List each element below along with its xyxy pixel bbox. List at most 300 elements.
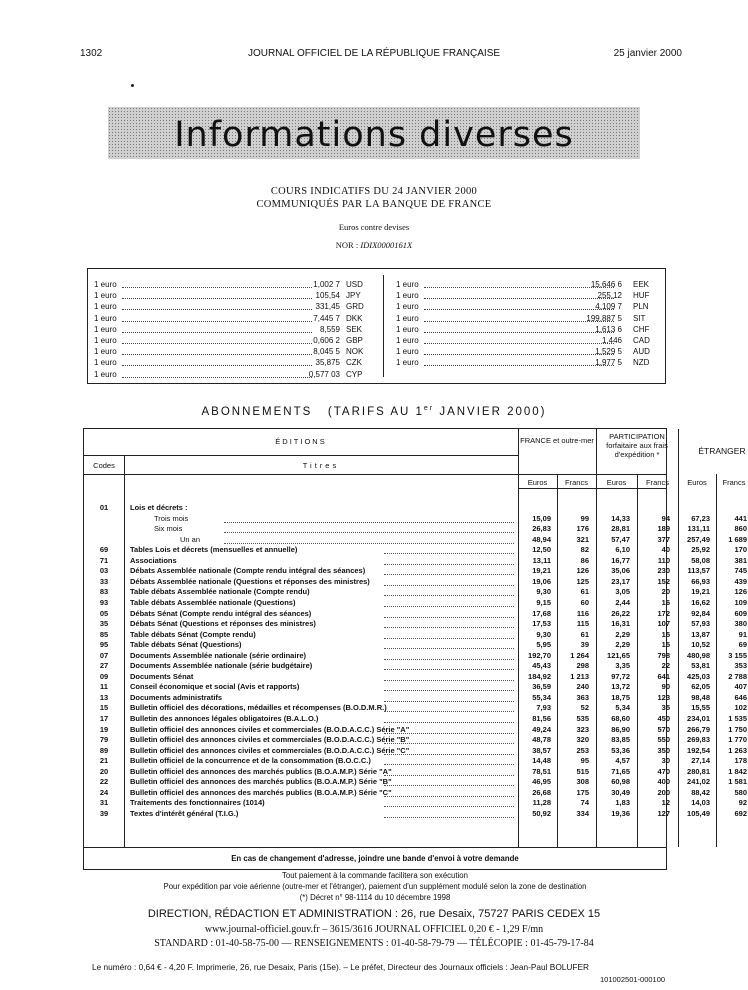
rate-value: 1,446	[601, 335, 622, 345]
rate-currency-code: NZD	[633, 358, 650, 368]
row-title: Débats Assemblée nationale (Compte rendu intégral des séances)	[130, 566, 366, 576]
cours-title-2: COMMUNIQUÉS PAR LA BANQUE DE FRANCE	[256, 199, 492, 210]
price-cell-ff: 116	[576, 608, 589, 618]
rate-currency-code: CZK	[346, 358, 362, 368]
exchange-rates-box	[87, 268, 666, 384]
price-cell-fe: 5,95	[536, 640, 551, 650]
row-title: Documents Assemblée nationale (série ordinaire)	[130, 650, 307, 660]
price-cell-pf: 570	[657, 724, 670, 734]
phone-line: STANDARD : 01-40-58-75-00 — RENSEIGNEMENTS : 01-40-58-79-79 — TÉLÉCOPIE : 01-45-79-17-84	[154, 938, 594, 949]
leader-dots	[224, 522, 514, 523]
table-row	[84, 513, 747, 525]
page-number: 1302	[80, 48, 103, 59]
row-code: 22	[99, 777, 109, 787]
price-cell-ff: 298	[576, 661, 589, 671]
table-row	[84, 566, 747, 577]
price-cell-pf: 798	[657, 650, 670, 660]
row-title: Un an	[180, 534, 201, 544]
table-row	[84, 503, 666, 514]
leader-dots	[384, 743, 514, 744]
etranger-francs-header: Francs	[722, 478, 746, 487]
rate-label: 1 euro	[94, 358, 117, 368]
rate-value: 0,577 03	[308, 369, 340, 379]
price-cell-pf: 107	[657, 619, 670, 629]
cours-title-1: COURS INDICATIFS DU 24 JANVIER 2000	[270, 186, 478, 197]
price-cell-ef: 860	[734, 524, 747, 534]
price-cell-ff: 240	[576, 682, 589, 692]
row-code: 33	[99, 576, 109, 586]
price-cell-ff: 115	[576, 619, 589, 629]
price-cell-fe: 9,30	[536, 629, 551, 639]
row-code: 89	[99, 745, 109, 755]
leader-dots	[122, 287, 312, 288]
price-cell-ef: 692	[734, 808, 747, 818]
price-cell-ff: 323	[576, 724, 589, 734]
price-cell-ee: 266,79	[687, 724, 710, 734]
row-code: 17	[99, 714, 109, 723]
price-cell-ef: 1 842	[728, 766, 747, 776]
rate-row	[396, 301, 658, 312]
price-cell-ef: 91	[738, 629, 747, 639]
price-cell-ee: 58,08	[691, 555, 710, 565]
price-cell-ff: 61	[580, 629, 589, 639]
price-cell-pe: 83,85	[611, 735, 630, 745]
row-title: Débats Sénat (Questions et réponses des ministres)	[130, 619, 316, 629]
price-cell-ff: 99	[580, 513, 589, 523]
change-address-note: En cas de changement d'adresse, joindre une bande d'envoi à votre demande	[83, 848, 667, 870]
price-cell-ff: 253	[576, 745, 589, 755]
price-cell-ff: 321	[576, 534, 589, 544]
abonnements-heading: ABONNEMENTS	[201, 405, 313, 418]
row-code: 71	[99, 555, 109, 565]
leader-dots	[122, 354, 312, 355]
rate-row	[94, 346, 374, 357]
table-row	[84, 777, 747, 788]
row-title: Débats Assemblée nationale (Questions et réponses des ministres)	[130, 576, 370, 586]
price-cell-ef: 745	[734, 566, 747, 576]
nor-label: NOR :	[335, 240, 359, 250]
price-cell-pf: 400	[657, 777, 670, 787]
journal-title: JOURNAL OFFICIEL DE LA RÉPUBLIQUE FRANÇAISE	[247, 48, 501, 59]
rate-row	[396, 335, 658, 346]
rate-label: 1 euro	[396, 358, 419, 368]
rate-label: 1 euro	[94, 313, 117, 323]
price-cell-ff: 1 213	[570, 671, 589, 681]
price-cell-ee: 192,54	[687, 745, 710, 755]
rate-value: 1,002 7	[313, 280, 340, 289]
rate-value: 8,045 5	[313, 347, 340, 357]
rate-currency-code: CYP	[346, 369, 363, 379]
rate-value: 1,529 5	[595, 347, 622, 357]
price-cell-pf: 350	[657, 745, 670, 755]
leader-dots	[122, 332, 312, 333]
price-cell-pf: 20	[661, 587, 670, 597]
price-cell-ee: 25,92	[691, 545, 710, 555]
price-cell-fe: 78,51	[532, 766, 551, 776]
leader-dots	[224, 543, 514, 544]
participation-euros-header: Euros	[606, 478, 627, 487]
rate-row	[94, 324, 374, 335]
price-cell-fe: 15,09	[532, 513, 551, 523]
row-code: 05	[99, 608, 109, 618]
leader-dots	[224, 532, 514, 533]
price-cell-pe: 121,65	[607, 650, 630, 660]
rate-value: 7,445 7	[313, 313, 340, 323]
price-cell-ef: 1 750	[728, 724, 747, 734]
table-row	[84, 808, 747, 820]
price-cell-fe: 50,92	[532, 808, 551, 818]
table-row	[84, 661, 747, 672]
price-cell-ff: 175	[576, 787, 589, 797]
price-cell-pe: 53,36	[611, 745, 630, 755]
price-cell-fe: 9,15	[536, 597, 551, 607]
price-cell-ee: 480,98	[687, 650, 710, 660]
table-row	[84, 534, 747, 546]
price-cell-pe: 60,98	[611, 777, 630, 787]
rate-label: 1 euro	[94, 347, 117, 357]
price-cell-pf: 15	[661, 640, 670, 650]
leader-dots	[384, 701, 514, 702]
leader-dots	[384, 648, 514, 649]
row-title: Trois mois	[154, 513, 189, 523]
payment-note-2: Pour expédition par voie aérienne (outre-mer et l'étranger), paiement d'un supplément modulé selon la zone de destination	[163, 882, 587, 891]
price-cell-ff: 1 264	[570, 650, 589, 660]
rate-value: 331,45	[315, 302, 340, 312]
price-cell-pf: 450	[657, 714, 670, 723]
row-title: Table débats Assemblée nationale (Compte rendu)	[130, 587, 310, 597]
leader-dots	[384, 564, 514, 565]
rates-column-left	[94, 279, 374, 380]
price-cell-ef: 381	[734, 555, 747, 565]
website-line: www.journal-officiel.gouv.fr – 3615/3616 JOURNAL OFFICIEL 0,20 € - 1,29 F/mn	[204, 924, 544, 935]
price-cell-pe: 23,17	[611, 576, 630, 586]
price-cell-pe: 5,34	[615, 703, 630, 713]
rate-row	[396, 324, 658, 335]
table-row	[84, 608, 747, 620]
rates-divider	[383, 275, 384, 377]
decree-note: (*) Décret n° 98-1114 du 10 décembre 1998	[299, 893, 451, 902]
price-cell-pe: 3,35	[615, 661, 630, 671]
row-code: 21	[99, 756, 109, 766]
price-cell-fe: 13,11	[532, 555, 551, 565]
price-cell-pf: 12	[661, 798, 670, 808]
price-cell-ff: 95	[580, 756, 589, 766]
leader-dots	[384, 764, 514, 765]
leader-dots	[122, 343, 312, 344]
abonnements-title	[0, 405, 748, 418]
price-cell-ef: 92	[738, 798, 747, 808]
rate-label: 1 euro	[396, 302, 419, 312]
price-cell-ff: 535	[576, 714, 589, 723]
price-cell-ee: 53,81	[691, 661, 710, 671]
leader-dots	[384, 690, 514, 691]
price-cell-ef: 439	[734, 576, 747, 586]
rate-row	[396, 279, 658, 290]
row-title: Bulletin officiel des annonces des marchés publics (B.O.A.M.P.) Série "B"	[130, 777, 392, 787]
footer-line: Le numéro : 0,64 € - 4,20 F. Imprimerie, 26, rue Desaix, Paris (15e). – Le préfet, Directeur des Journaux officiels : Jean-Paul BOLUFER	[92, 962, 589, 972]
participation-francs-header: Francs	[646, 478, 669, 487]
rate-value: 15,646 6	[590, 280, 622, 289]
leader-dots	[384, 659, 514, 660]
row-code: 13	[99, 692, 109, 702]
france-francs-header: Francs	[565, 478, 588, 487]
row-title: Table débats Sénat (Compte rendu)	[130, 629, 256, 639]
price-cell-fe: 19,06	[532, 576, 551, 586]
price-cell-pf: 152	[657, 576, 670, 586]
table-row	[84, 524, 747, 535]
leader-dots	[384, 585, 514, 586]
price-cell-fe: 12,50	[532, 545, 551, 555]
france-euros-header: Euros	[527, 478, 548, 487]
price-cell-ff: 39	[580, 640, 589, 650]
row-code: 85	[99, 629, 109, 639]
price-cell-pe: 13,72	[611, 682, 630, 692]
leader-dots	[384, 806, 514, 807]
row-title: Textes d'intérêt général (T.I.G.)	[130, 808, 239, 818]
rate-value: 0,606 2	[313, 335, 340, 345]
rate-currency-code: JPY	[346, 291, 361, 301]
price-cell-ef: 441	[734, 513, 747, 523]
price-cell-ee: 19,21	[691, 587, 710, 597]
price-cell-pf: 35	[661, 703, 670, 713]
rate-label: 1 euro	[94, 324, 117, 334]
leader-dots	[424, 365, 614, 366]
price-cell-ee: 234,01	[687, 714, 710, 723]
rate-label: 1 euro	[396, 313, 419, 323]
rate-label: 1 euro	[396, 324, 419, 334]
table-row	[84, 798, 747, 809]
row-code: 93	[99, 597, 109, 607]
row-code: 31	[99, 798, 109, 808]
row-code: 03	[99, 566, 109, 576]
price-cell-pe: 3,05	[615, 587, 630, 597]
leader-dots	[424, 298, 614, 299]
rate-value: 35,875	[315, 358, 340, 368]
table-row	[84, 692, 747, 704]
price-cell-ef: 380	[734, 619, 747, 629]
table-row	[84, 545, 747, 556]
price-cell-fe: 192,70	[528, 650, 551, 660]
leader-dots	[424, 309, 614, 310]
leader-dots	[384, 796, 514, 797]
rate-row	[94, 335, 374, 346]
price-cell-ff: 320	[576, 735, 589, 745]
row-title: Bulletin officiel de la concurrence et de la consommation (B.O.C.C.)	[130, 756, 371, 766]
leader-dots	[424, 287, 614, 288]
rate-currency-code: CHF	[633, 324, 650, 334]
price-cell-ee: 10,52	[691, 640, 710, 650]
price-cell-ff: 515	[576, 766, 589, 776]
price-cell-ef: 646	[734, 692, 747, 702]
price-cell-pe: 86,90	[611, 724, 630, 734]
rate-label: 1 euro	[396, 347, 419, 357]
row-title: Bulletin officiel des annonces civiles et commerciales (B.O.D.A.C.C.) Série "C"	[130, 745, 410, 755]
rate-row	[396, 313, 658, 324]
rate-row	[94, 301, 374, 312]
price-cell-pe: 97,72	[611, 671, 630, 681]
rate-currency-code: HUF	[633, 291, 650, 301]
nor-value: IDIX0000161X	[360, 240, 413, 250]
price-cell-pe: 28,81	[611, 524, 630, 534]
leader-dots	[384, 775, 514, 776]
leader-dots	[384, 595, 514, 596]
price-cell-ee: 15,55	[691, 703, 710, 713]
row-code: 69	[99, 545, 109, 555]
leader-dots	[122, 377, 312, 378]
rate-value: 4,109 7	[595, 302, 622, 312]
footer-code: 101002501-000100	[600, 975, 666, 984]
table-row	[84, 724, 747, 736]
price-cell-pf: 189	[657, 524, 670, 534]
price-cell-fe: 36,59	[532, 682, 551, 692]
rate-currency-code: USD	[346, 280, 363, 289]
row-code: 09	[99, 671, 109, 681]
titres-header: Titres	[302, 461, 340, 470]
price-cell-fe: 48,78	[532, 735, 551, 745]
leader-dots	[384, 817, 514, 818]
price-cell-pe: 14,33	[611, 513, 630, 523]
price-cell-fe: 11,28	[532, 798, 551, 808]
row-code: 24	[99, 787, 109, 797]
rate-value: 105,54	[315, 291, 340, 301]
etranger-euros-header: Euros	[687, 478, 707, 487]
leader-dots	[384, 627, 514, 628]
price-cell-ee: 57,93	[691, 619, 710, 629]
rate-row	[396, 346, 658, 357]
row-code: 19	[99, 724, 109, 734]
leader-dots	[424, 332, 614, 333]
price-cell-ff: 52	[580, 703, 589, 713]
row-code: 79	[99, 735, 109, 745]
price-cell-ee: 241,02	[687, 777, 710, 787]
price-cell-ff: 334	[576, 808, 589, 818]
price-cell-pf: 90	[661, 682, 670, 692]
rate-label: 1 euro	[94, 280, 117, 289]
row-title: Bulletin des annonces légales obligatoires (B.A.L.O.)	[130, 714, 319, 723]
row-code: 27	[99, 661, 109, 671]
rate-currency-code: NOK	[346, 347, 364, 357]
price-cell-ee: 257,49	[687, 534, 710, 544]
rate-row	[396, 290, 658, 301]
table-row	[84, 756, 747, 767]
rate-currency-code: SIT	[633, 313, 646, 323]
price-cell-ef: 1 581	[728, 777, 747, 787]
rate-currency-code: EEK	[633, 280, 650, 289]
price-cell-pf: 127	[657, 808, 670, 818]
price-cell-pf: 172	[657, 608, 670, 618]
table-row	[84, 787, 747, 799]
leader-dots	[122, 321, 312, 322]
row-title: Documents Assemblée nationale (série budgétaire)	[130, 661, 313, 671]
rate-value: 1,613 6	[595, 324, 622, 334]
banner-title: Informations diverses	[174, 115, 574, 155]
table-row	[84, 671, 747, 683]
leader-dots	[384, 711, 514, 712]
rates-column-right	[396, 279, 658, 369]
rate-row	[94, 279, 374, 290]
price-cell-ee: 269,83	[687, 735, 710, 745]
price-cell-ee: 27,14	[691, 756, 710, 766]
price-cell-fe: 45,43	[532, 661, 551, 671]
rate-label: 1 euro	[94, 369, 117, 379]
participation-header: PARTICIPATION forfaitaire aux frais d'expédition *	[606, 432, 668, 459]
price-cell-pf: 110	[657, 555, 670, 565]
price-cell-pf: 22	[661, 661, 670, 671]
price-cell-ff: 61	[580, 587, 589, 597]
price-cell-ef: 102	[734, 703, 747, 713]
price-cell-pf: 641	[657, 671, 670, 681]
rate-currency-code: PLN	[633, 302, 649, 312]
price-cell-ff: 125	[576, 576, 589, 586]
row-code: 01	[99, 503, 109, 512]
rate-currency-code: AUD	[633, 347, 650, 357]
price-cell-fe: 17,53	[532, 619, 551, 629]
table-row	[84, 766, 747, 778]
rate-value: 1,977 5	[595, 358, 622, 368]
table-row	[84, 682, 747, 693]
table-row	[84, 640, 747, 651]
price-cell-ff: 363	[576, 692, 589, 702]
price-cell-ff: 126	[576, 566, 589, 576]
table-row	[84, 576, 747, 588]
price-cell-ee: 88,42	[691, 787, 710, 797]
price-cell-pf: 15	[661, 629, 670, 639]
price-cell-ef: 178	[734, 756, 747, 766]
codes-header: Codes	[93, 461, 115, 470]
row-code: 35	[99, 619, 109, 629]
row-code: 20	[99, 766, 109, 776]
abonnements-subtitle: (TARIFS AU 1er JANVIER 2000)	[327, 405, 547, 418]
price-cell-pf: 200	[657, 787, 670, 797]
price-cell-ee: 13,87	[691, 629, 710, 639]
leader-dots	[122, 309, 312, 310]
price-cell-ef: 407	[734, 682, 747, 692]
price-cell-pf: 470	[657, 766, 670, 776]
price-cell-pf: 94	[661, 513, 670, 523]
rate-row	[94, 313, 374, 324]
price-cell-ee: 425,03	[687, 671, 710, 681]
price-cell-pe: 2,29	[615, 640, 630, 650]
france-header: FRANCE et outre-mer	[520, 436, 594, 445]
price-cell-pf: 550	[657, 735, 670, 745]
rate-label: 1 euro	[94, 291, 117, 301]
price-cell-fe: 7,93	[536, 703, 551, 713]
rate-currency-code: SEK	[346, 324, 363, 334]
rate-row	[94, 290, 374, 301]
price-cell-fe: 14,48	[532, 756, 551, 766]
price-cell-fe: 9,30	[536, 587, 551, 597]
price-cell-ee: 62,05	[691, 682, 710, 692]
rate-currency-code: CAD	[633, 335, 650, 345]
row-title: Tables Lois et décrets (mensuelles et annuelle)	[130, 545, 298, 555]
bullet-mark	[131, 84, 134, 87]
rate-label: 1 euro	[396, 291, 419, 301]
price-cell-ee: 280,81	[687, 766, 710, 776]
leader-dots	[384, 680, 514, 681]
table-row	[84, 587, 747, 598]
etranger-header: ÉTRANGER	[698, 446, 746, 456]
rate-row	[94, 357, 374, 368]
price-cell-ee: 92,84	[691, 608, 710, 618]
leader-dots	[384, 733, 514, 734]
row-title: Six mois	[154, 524, 183, 534]
row-code: 83	[99, 587, 109, 597]
row-title: Documents administratifs	[130, 692, 223, 702]
row-title: Bulletin officiel des annonces civiles et commerciales (B.O.D.A.C.C.) Série "A"	[130, 724, 410, 734]
price-cell-pe: 68,60	[611, 714, 630, 723]
table-row	[84, 555, 747, 567]
price-cell-ee: 67,23	[691, 513, 710, 523]
